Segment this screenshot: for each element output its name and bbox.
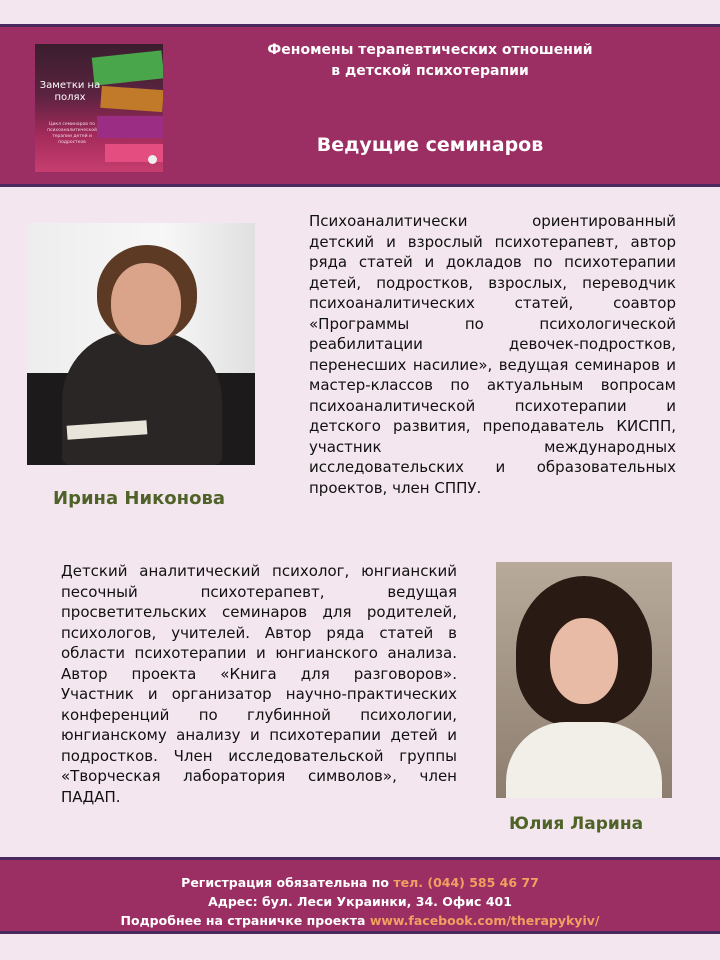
book-cover-image: [35, 44, 163, 172]
address-line: Адрес: бул. Леси Украинки, 34. Офис 401: [208, 894, 512, 909]
book-subtitle: Цикл семинаров по психоаналитической терапии детей и подростков: [47, 122, 97, 145]
publisher-logo-icon: [148, 155, 157, 164]
more-info-label: Подробнее на страничке проекта: [120, 913, 366, 928]
page-title-line-1: Феномены терапевтических отношений: [267, 42, 593, 58]
page-title: [200, 40, 660, 82]
more-info-line: [0, 911, 720, 930]
presenter-name-nikonova: Ирина Никонова: [53, 488, 226, 509]
registration-label: Регистрация обязательна по: [181, 875, 390, 890]
page-title-line-2: в детской психотерапии: [331, 63, 529, 79]
presenter-bio-nikonova: Психоаналитически ориентированный детский и взрослый психотерапевт, автор ряда статей и докладов по психотерапии детей, подростков, взрослых, переводчик психоаналитических статей, соавтор «Программы по психологической реабилитации девочек-подростков, перенесших насилие», ведущая семинаров и мастер-классов по актуальным вопросам психоаналитической психотерапии и детского развития, преподаватель КИСПП, участник международных исследовательских и образовательных проектов, член СППУ.: [309, 212, 676, 497]
footer-band: [0, 857, 720, 934]
registration-line: [0, 873, 720, 892]
book-title: Заметки на полях: [39, 80, 101, 103]
presenter-photo-larina: [496, 562, 672, 798]
section-title: Ведущие семинаров: [316, 134, 544, 156]
presenter-photo-nikonova: [27, 223, 255, 465]
facebook-link[interactable]: www.facebook.com/therapykyiv/: [369, 913, 600, 928]
header-band: [0, 24, 720, 187]
presenter-name-larina: Юлия Ларина: [509, 814, 644, 834]
phone-number[interactable]: тел. (044) 585 46 77: [393, 875, 539, 890]
presenter-bio-larina: Детский аналитический психолог, юнгианский песочный психотерапевт, ведущая просветительских семинаров для родителей, психологов, учителей. Автор ряда статей в области психотерапии и юнгианского анализа. Автор проекта «Книга для разговоров». Участник и организатор научно-практических конференций по глубинной психологии, юнгианскому анализу и психотерапии детей и подростков. Член исследовательской группы «Творческая лаборатория символов», член ПАДАП.: [61, 562, 457, 806]
